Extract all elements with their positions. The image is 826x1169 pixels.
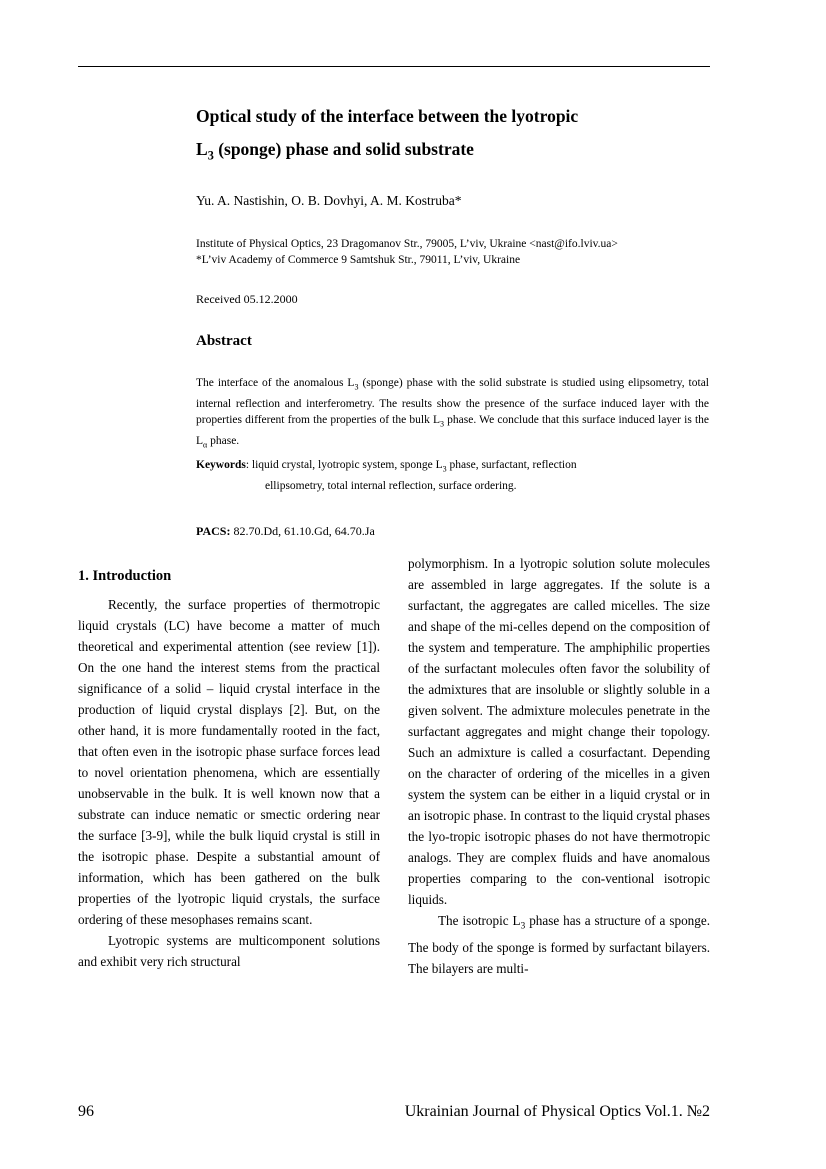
authors: Yu. A. Nastishin, O. B. Dovhyi, A. M. Kostruba* [196,193,462,208]
paragraph: Lyotropic systems are multicomponent solutions and exhibit very rich structural [78,933,380,969]
affiliations [196,236,618,268]
paragraph: The isotropic $L_3$ phase has a structure of a sponge. The body of the sponge is formed by surfactant bilayers. The bilayers are multi- [408,913,711,976]
keywords-label: Keywords [196,459,246,471]
pacs-codes: PACS: 82.70.Dd, 61.10.Gd, 64.70.Ja [196,524,375,538]
right-column [408,553,710,979]
keywords: Keywords: liquid crystal, lyotropic system, sponge $L_3$ phase, surfactant, reflection ellipsometry, total internal reflection, surface ordering. [196,459,577,492]
affiliation-1: Institute of Physical Optics, 23 Dragomanov Str., 79005, L’viv, Ukraine <nast@ifo.lviv.ua> [196,238,618,250]
paragraph: Recently, the surface properties of thermotropic liquid crystals (LC) have become a matter of much theoretical and experimental attention (see review [1]). On the one hand the interest stems from the practical significance of a solid – liquid crystal interface in the production of liquid crystal displays [2]. But, on the other hand, it is more fundamentally rooted in the fact, that often even in the isotropic phase surface forces lead to novel orientation phenomena, which are essentially unobservable in the bulk. It is well known now that a substrate can induce nematic or smectic ordering near the surface [3-9], while the bulk liquid crystal is still in the isotropic phase. Despite a substantial amount of information, which has been gathered on the bulk properties of the lyotropic liquid crystals, the surface ordering of these mesophases remains scant. [78,597,380,927]
page-number: 96 [78,1103,94,1120]
left-column [78,594,380,972]
section-heading-introduction: 1. Introduction [78,568,172,584]
journal-name: Ukrainian Journal of Physical Optics Vol.1. №2 [404,1103,710,1120]
header-rule [78,66,710,67]
received-date: Received 05.12.2000 [196,292,298,306]
affiliation-2: *L’viv Academy of Commerce 9 Samtshuk Str., 79011, L’viv, Ukraine [196,254,521,266]
paper-title: Optical study of the interface between the lyotropic $L_3$ (sponge) phase and solid substrate [196,106,579,163]
paragraph: polymorphism. In a lyotropic solution solute molecules are assembled in large aggregates. If the solute is a surfactant, the aggregates are called micelles. The size and shape of the mi-celles depend on the composition of the system and temperature. The amphiphilic properties of the surfactant molecules often favor the solubility of the admixtures that are insoluble or slightly soluble in a given solvent. The admixture molecules penetrate in the surfactant aggregates and might change their topology. Such an admixture is called a cosurfactant. Depending on the character of ordering of the micelles in a given system the system can be either in a liquid crystal or in an isotropic phase. In contrast to the liquid crystal phases the lyo-tropic isotropic phases do not have thermotropic analogs. They are complex fluids and have anomalous properties comparing to the con-ventional isotropic liquids. [408,556,710,907]
abstract-heading: Abstract [196,333,252,349]
abstract-text: The interface of the anomalous $L_3$ (sponge) phase with the solid substrate is studied using elipsometry, total internal reflection and interferometry. The results show the presence of the surface induced layer with the properties different from the properties of the bulk $L_3$ phase. We conclude that this surface induced layer is the $L_\alpha$ phase. [196,377,709,450]
